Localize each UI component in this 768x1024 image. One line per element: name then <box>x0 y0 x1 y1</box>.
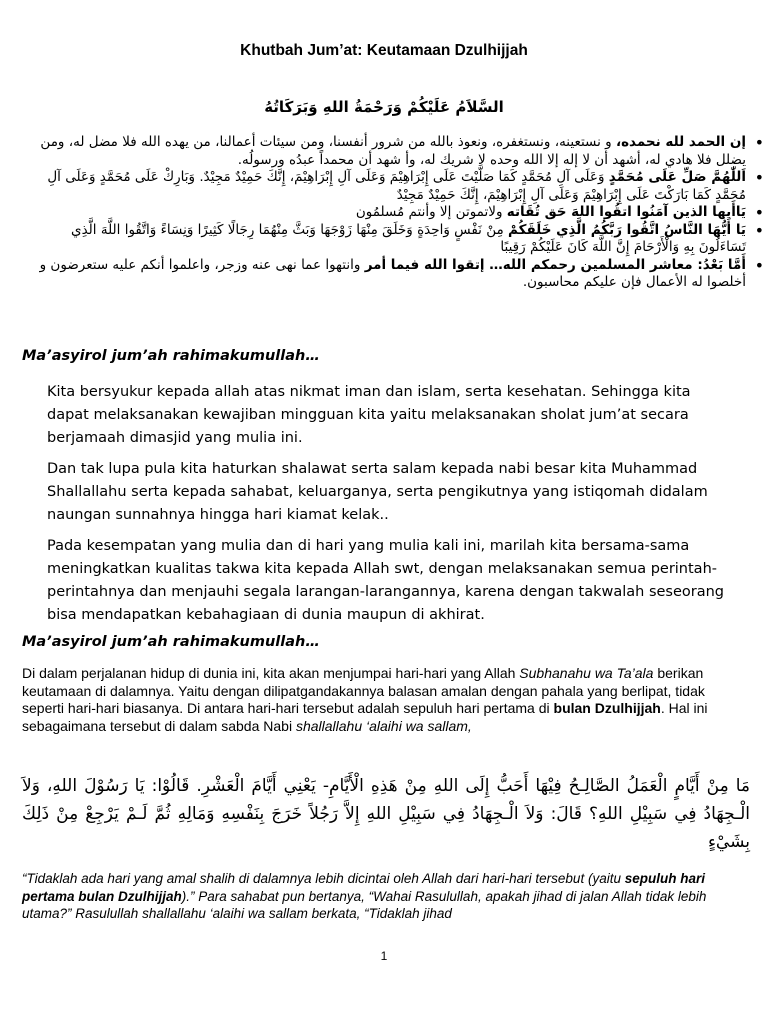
list-item-text: وانتهوا عما نهى عنه وزجر، واعلموا أنكم عليه ستعرضون و أخلصوا له الأعمال فإن عليكم محاسبون. <box>39 256 746 290</box>
paragraph-text: Di dalam perjalanan hidup di dunia ini, kita akan menjumpai hari-hari yang Allah <box>22 665 520 681</box>
bold-text: sepuluh hari pertama bulan Dzulhijjah <box>22 871 705 904</box>
salam-greeting: السَّلاَمُ عَلَيْكُمْ وَرَحْمَةُ اللهِ وَبَرَكَاتُهُ <box>264 98 504 116</box>
paragraph <box>22 665 750 735</box>
list-item <box>22 222 764 257</box>
hadith-translation <box>22 870 750 923</box>
list-item-text: مِنْ نَفْسٍ وَاحِدَةٍ وَخَلَقَ مِنْهَا زَوْجَهَا وَبَثَّ مِنْهُمَا رِجَالًا كَثِيرًا وَنِسَاءً وَاتَّقُوا اللَّهَ الَّذِي تَسَاءَلُونَ بِهِ وَالْأَرْحَامَ إِنَّ اللَّهَ كَانَ عَلَيْكُمْ رَقِيبًا <box>71 221 746 255</box>
paragraph-text: . Hal ini sebagaimana tersebut di dalam sabda Nabi <box>22 700 708 734</box>
list-item-text: ولاتموتن إلا وأنتم مُسلمُون <box>355 204 507 220</box>
list-item-text: و نستعينه، ونستغفره، ونعوذ بالله من شرور أنفسنا، ومن سيئات أعمالنا، من يهده الله فلا مضل له، ومن يضلل فلا هادي له، أشهد أن لا إله إلا الله وحده لا شريك له، وأ شهد أن محمداً عبدُه ورسولُه. <box>40 134 746 168</box>
section-heading: Ma’asyirol jum’ah rahimakumullah… <box>22 634 320 650</box>
italic-text: shallallahu ‘alaihi wa sallam, <box>295 717 472 734</box>
translation-text: “Tidaklah ada hari yang amal shalih di dalamnya lebih dicintai oleh Allah dari hari-hari tersebut (yaitu <box>22 871 625 886</box>
list-item <box>22 134 764 169</box>
opening-prayer-list <box>22 134 764 292</box>
paragraph: Pada kesempatan yang mulia dan di hari yang mulia kali ini, marilah kita bersama-sama meningkatkan kualitas takwa kita kepada Allah swt, dengan melaksanakan semua perintah-perintahnya dan menjauhi segala larangan-larangannya, karena dengan takwalah seseorang bisa mendapatkan kebahagiaan di dunia maupun di akhirat. <box>47 538 725 623</box>
bold-text: bulan Dzulhijjah <box>553 700 661 717</box>
paragraph: Dan tak lupa pula kita haturkan shalawat serta salam kepada nabi besar kita Muhammad Shallallahu serta kepada sahabat, keluarganya, serta pengikutnya yang istiqomah didalam naungan sunnahnya hingga hari kiamat kelak.. <box>47 461 708 523</box>
italic-text: Subhanahu wa Ta’ala <box>519 665 654 681</box>
list-item-bold: يَا أَيُّهَا النَّاسُ اتَّقُوا رَبَّكُمُ الَّذِي خَلَقَكُمْ <box>508 221 746 238</box>
paragraph-text: berikan keutamaan di dalamnya. Yaitu dengan dilipatgandakannya balasan amalan dengan pahala yang berlipat, tidak seperti hari-hari biasanya. Di antara hari-hari tersebut adalah sepuluh hari pertama di <box>22 665 705 717</box>
list-item <box>22 257 764 292</box>
hadith-arabic: مَا مِنْ أَيَّامٍ الْعَمَلُ الصَّالِـحُ فِيْهَا أَحَبُّ إِلَى اللهِ مِنْ هَذِهِ الْأَيَّامِ- يَعْنِي أَيَّامَ الْعَشْرِ. قَالُوْا: يَا رَسُوْلَ اللهِ، وَلاَ الْـجِهَادُ فِي سَبِيْلِ اللهِ؟ قَالَ: وَلاَ الْـجِهَادُ فِي سَبِيْلِ اللهِ إِلاَّ رَجُلاً خَرَجَ بِنَفْسِهِ وَمَالِهِ ثُمَّ لَـمْ يَرْجِعْ مِنْ ذَلِكَ بِشَيْءٍ <box>22 776 750 852</box>
list-item-bold: إن الحمد لله نحمده، <box>615 134 746 150</box>
list-item-text: وَعَلَى آلِ مُحَمَّدٍ كَمَا صَلَّيْتَ عَلَى إِبْرَاهِيْمَ وَعَلَى آلِ إِبْرَاهِيْمَ، إِنَّكَ حَمِيْدٌ مَجِيْدٌ. وَبَارِكْ عَلَى مُحَمَّدٍ وَعَلَى آلِ مُحَمَّدٍ كَمَا بَارَكْتَ عَلَى إِبْرَاهِيْمَ وَعَلَى آلِ إِبْرَاهِيْمَ، إِنَّكَ حَمِيْدٌ مَجِيْدٌ <box>47 169 746 203</box>
translation-text: ).” Para sahabat pun bertanya, “Wahai Rasulullah, apakah jihad di jalan Allah tidak lebih utama?” Rasulullah shallallahu ‘alaihi wa sallam berkata, “Tidaklah jihad <box>22 888 707 922</box>
list-item-bold: يَاأَيها الذين آمَنُوا اتقُوا اللهَ حَق تُقَاته <box>506 204 746 220</box>
list-item <box>22 169 764 204</box>
list-item <box>22 204 764 222</box>
list-item-bold: أَمَّا بَعْدُ: معاشر المسلمين رحمكم الله… إتقوا الله فيما أمر <box>364 256 746 273</box>
list-item-bold: اَللّٰهُمَّ صَلِّ عَلَى مُحَمَّدٍ <box>608 169 746 185</box>
section-heading: Ma’asyirol jum’ah rahimakumullah… <box>22 348 320 364</box>
paragraph: Kita bersyukur kepada allah atas nikmat iman dan islam, serta kesehatan. Sehingga kita dapat melaksanakan kewajiban mingguan kita yaitu melaksanakan sholat jum’at secara berjamaah dimasjid yang mulia ini. <box>47 384 691 446</box>
page-number: 1 <box>380 949 388 963</box>
document-title: Khutbah Jum’at: Keutamaan Dzulhijjah <box>240 42 528 59</box>
